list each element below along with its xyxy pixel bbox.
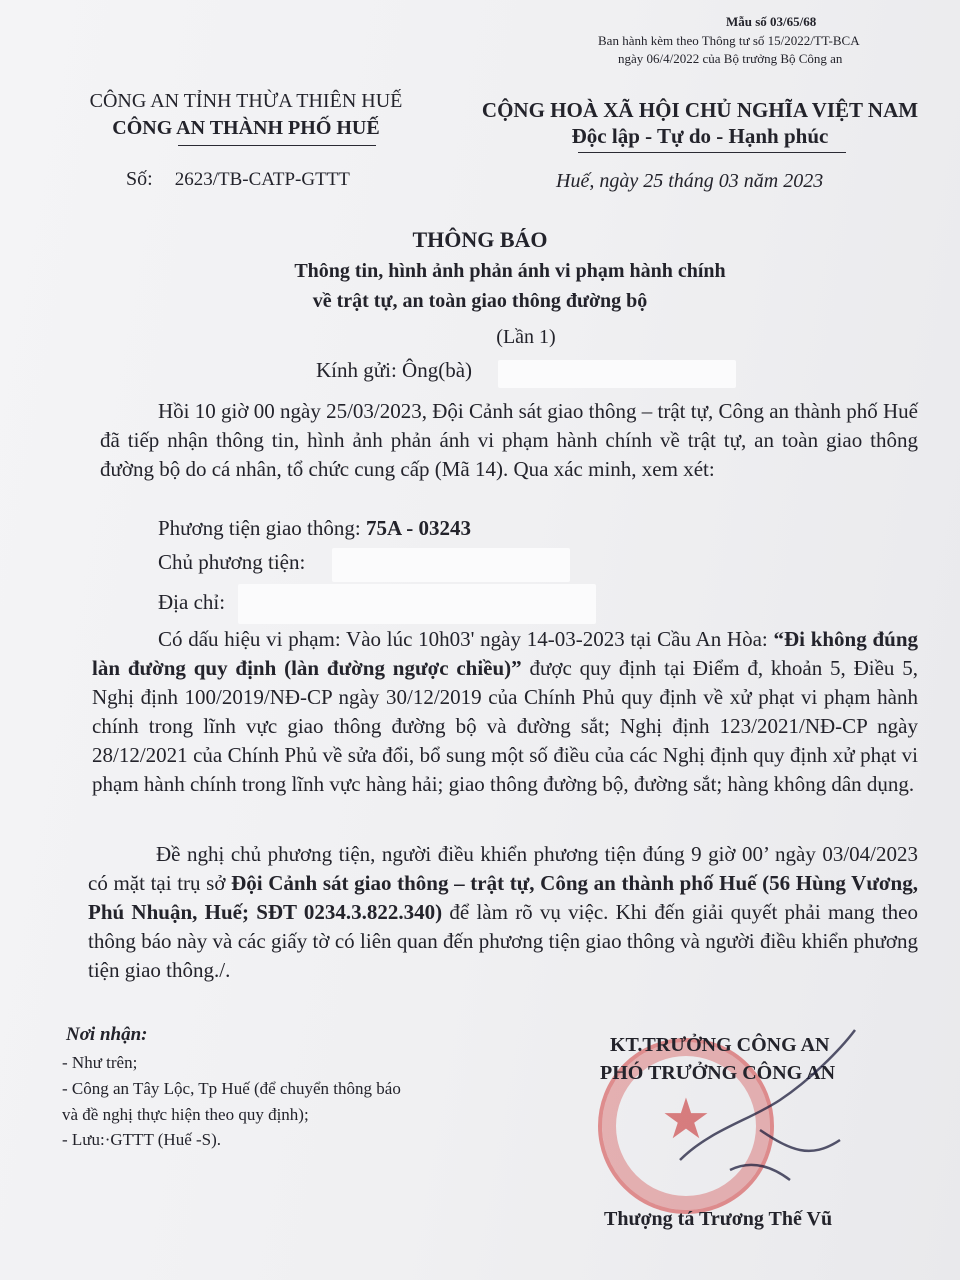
vehicle-label: Phương tiện giao thông: [158, 516, 366, 540]
violation-suffix: được quy định tại Điểm đ, khoản 5, Điều 5, Nghị định 100/2019/NĐ-CP ngày 30/12/2019 của Chính Phủ quy định về xử phạt vi phạm hành chính trong lĩnh vực giao thông đường bộ và đường sắt; Nghị định 123/2021/NĐ-CP ngày 28/12/2021 của Chính Phủ về sửa đổi, bổ sung một số điều của các Nghị định quy định xử phạt vi phạm hành chính trong lĩnh vực hàng hải; giao thông đường bộ, đường sắt; hàng không dân dụng. [92, 656, 918, 796]
intro-paragraph: Hồi 10 giờ 00 ngày 25/03/2023, Đội Cảnh sát giao thông – trật tự, Công an thành phố Huế đã tiếp nhận thông tin, hình ảnh phản ánh vi phạm hành chính về trật tự, an toàn giao thông đường bộ do cá nhân, tổ chức cung cấp (Mã 14). Qua xác minh, xem xét: [100, 399, 918, 481]
handwritten-signature [640, 1010, 900, 1210]
agency-name: CÔNG AN THÀNH PHỐ HUẾ [112, 117, 380, 139]
redacted-address [238, 584, 596, 624]
number-label: Số: [126, 168, 153, 190]
recipient-line-2: - Công an Tây Lộc, Tp Huế (để chuyển thông báo [62, 1079, 401, 1098]
recipient-line-4: - Lưu:·GTTT (Huế -S). [62, 1130, 222, 1149]
owner-label: Chủ phương tiện: [158, 550, 306, 574]
document-number [126, 168, 350, 191]
request-prefix: Đề nghị chủ phương tiện, người điều khiển phương tiện đúng 9 giờ 00’ ngày 03/04/2023 có mặt tại trụ sở [88, 842, 918, 895]
country-name: CỘNG HOÀ XÃ HỘI CHỦ NGHĨA VIỆT NAM [481, 98, 919, 122]
form-note-2: ngày 06/4/2022 của Bộ trưởng Bộ Công an [618, 51, 843, 66]
signature-title-2: PHÓ TRƯỞNG CÔNG AN [600, 1062, 836, 1084]
form-note-1: Ban hành kèm theo Thông tư số 15/2022/TT-BCA [598, 33, 860, 48]
violation-description: “Đi không đúng làn đường quy định (làn đường ngược chiều)” [92, 627, 918, 680]
document-subtitle-2: về trật tự, an toàn giao thông đường bộ [312, 290, 648, 312]
violation-paragraph [92, 625, 918, 799]
place-date: Huế, ngày 25 tháng 03 năm 2023 [556, 170, 824, 192]
motto: Độc lập - Tự do - Hạnh phúc [571, 124, 829, 148]
redacted-owner [332, 548, 570, 582]
document-subtitle-1: Thông tin, hình ảnh phản ánh vi phạm hành chính [294, 260, 726, 282]
recipient-line-3: và đề nghị thực hiện theo quy định); [62, 1105, 309, 1124]
document-title: THÔNG BÁO [412, 227, 548, 252]
redacted-addressee [498, 360, 736, 388]
request-paragraph [88, 840, 918, 985]
recipients-heading: Nơi nhận: [66, 1024, 148, 1045]
violation-prefix: Có dấu hiệu vi phạm: Vào lúc 10h03' ngày 14-03-2023 tại Cầu An Hòa: [158, 627, 774, 651]
number-value: 2623/TB-CATP-GTTT [174, 169, 350, 190]
form-number: Mẫu số 03/65/68 [726, 14, 817, 29]
vehicle-line [158, 516, 471, 541]
notice-round: (Lần 1) [496, 326, 556, 348]
request-location: Đội Cảnh sát giao thông – trật tự, Công an thành phố Huế (56 Hùng Vương, Phú Nhuận, Huế; SĐT 0234.3.822.340) [88, 871, 918, 924]
agency-underline [178, 145, 376, 146]
address-label: Địa chỉ: [158, 590, 226, 614]
signer-name: Thượng tá Trương Thế Vũ [604, 1208, 833, 1230]
signature-title-1: KT.TRƯỞNG CÔNG AN [610, 1034, 830, 1056]
motto-underline [578, 152, 846, 153]
request-suffix: để làm rõ vụ việc. Khi đến giải quyết phải mang theo thông báo này và các giấy tờ có liên quan đến phương tiện giao thông và người điều khiển phương tiện giao thông./. [88, 900, 919, 982]
agency-parent: CÔNG AN TỈNH THỪA THIÊN HUẾ [89, 90, 403, 112]
recipient-line-1: - Như trên; [62, 1053, 138, 1072]
vehicle-plate: 75A - 03243 [365, 516, 471, 540]
addressee-label: Kính gửi: Ông(bà) [316, 358, 473, 382]
stamp-star-icon: ★ [660, 1089, 712, 1151]
